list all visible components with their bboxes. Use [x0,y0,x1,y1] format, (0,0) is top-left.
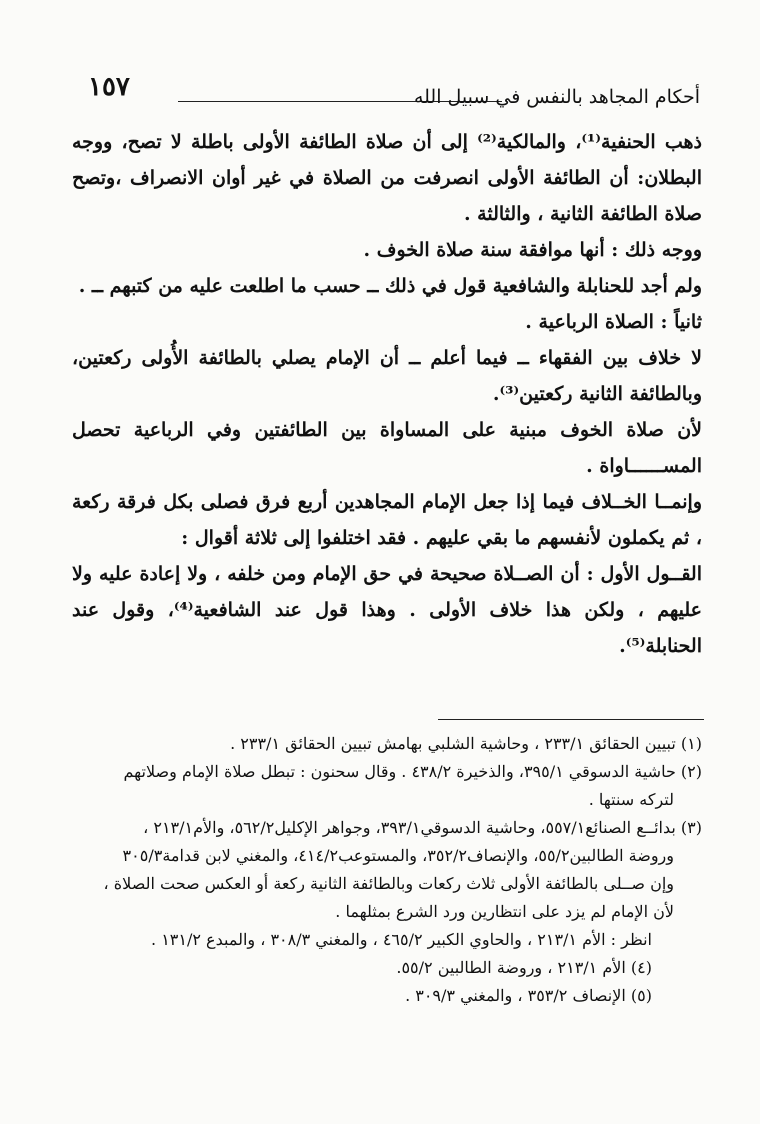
paragraph: ووجه ذلك : أنها موافقة سنة صلاة الخوف . [363,239,702,261]
footnotes [72,730,702,1010]
paragraph: ثانياً : الصلاة الرباعية . [525,311,702,333]
running-title: أحكام المجاهد بالنفس في سبيل الله [413,86,700,108]
footnote-continuation: لتركه سنتها . [588,790,674,809]
footnote-separator [438,719,704,720]
footnote: (٥) الإنصاف ٣٥٣/٢ ، والمغني ٣٠٩/٣ . [405,986,652,1005]
paragraph: لا خلاف بين الفقهاء ــ فيما أعلم ــ أن الإمام يصلي بالطائفة الأُولى ركعتين، وبالطائفة الثانية ركعتين⁽³⁾. [72,347,702,405]
paragraph: القــول الأول : أن الصــلاة صحيحة في حق الإمام ومن خلفه ، ولا إعادة عليه ولا عليهم ، ولكن هذا خلاف الأولى . وهذا قول عند الشافعية⁽⁴⁾، وقول عند الحنابلة⁽⁵⁾. [72,563,702,657]
footnote: (١) تبيين الحقائق ٢٣٣/١ ، وحاشية الشلبي بهامش تبيين الحقائق ٢٣٣/١ . [230,734,702,753]
footnote-continuation: انظر : الأم ٢١٣/١ ، والحاوي الكبير ٤٦٥/٢ ، والمغني ٣٠٨/٣ ، والمبدع ١٣١/٢ . [151,930,652,949]
footnote-continuation: وروضة الطالبين٥٥/٢، والإنصاف٣٥٢/٢، والمستوعب٤١٤/٢، والمغني لابن قدامة٣٠٥/٣ [122,846,674,865]
footnote-continuation: لأن الإمام لم يزد على انتظارين ورد الشرع بمثلهما . [335,902,674,921]
page-number: ١٥٧ [88,72,130,102]
main-text [72,124,702,664]
paragraph: ذهب الحنفية⁽¹⁾، والمالكية⁽²⁾ إلى أن صلاة الطائفة الأولى باطلة لا تصح، ووجه البطلان: أن الطائفة الأولى انصرفت من الصلاة في غير أوان الانصراف ،وتصح صلاة الطائفة الثانية ، والثالثة . [72,131,702,225]
paragraph: وإنمــا الخــلاف فيما إذا جعل الإمام المجاهدين أربع فرق فصلى بكل فرقة ركعة ، ثم يكملون لأنفسهم ما بقي عليهم . فقد اختلفوا إلى ثلاثة أقوال : [72,491,702,549]
paragraph: ولم أجد للحنابلة والشافعية قول في ذلك ــ حسب ما اطلعت عليه من كتبهم ــ . [78,275,702,297]
paragraph: لأن صلاة الخوف مبنية على المساواة بين الطائفتين وفي الرباعية تحصل المســــــاواة . [72,419,702,477]
footnote: (٢) حاشية الدسوقي ٣٩٥/١، والذخيرة ٤٣٨/٢ . وقال سحنون : تبطل صلاة الإمام وصلاتهم [123,762,702,781]
footnote: (٣) بدائــع الصنائع٥٥٧/١، وحاشية الدسوقي٣٩٣/١، وجواهر الإكليل٥٦٢/٢، والأم٢١٣/١ ، [143,818,702,837]
footnote: (٤) الأم ٢١٣/١ ، وروضة الطالبين ٥٥/٢. [396,958,652,977]
footnote-continuation: وإن صــلى بالطائفة الأولى ثلاث ركعات وبالطائفة الثانية ركعة أو العكس صحت الصلاة ، [103,874,674,893]
page-header [80,72,700,112]
